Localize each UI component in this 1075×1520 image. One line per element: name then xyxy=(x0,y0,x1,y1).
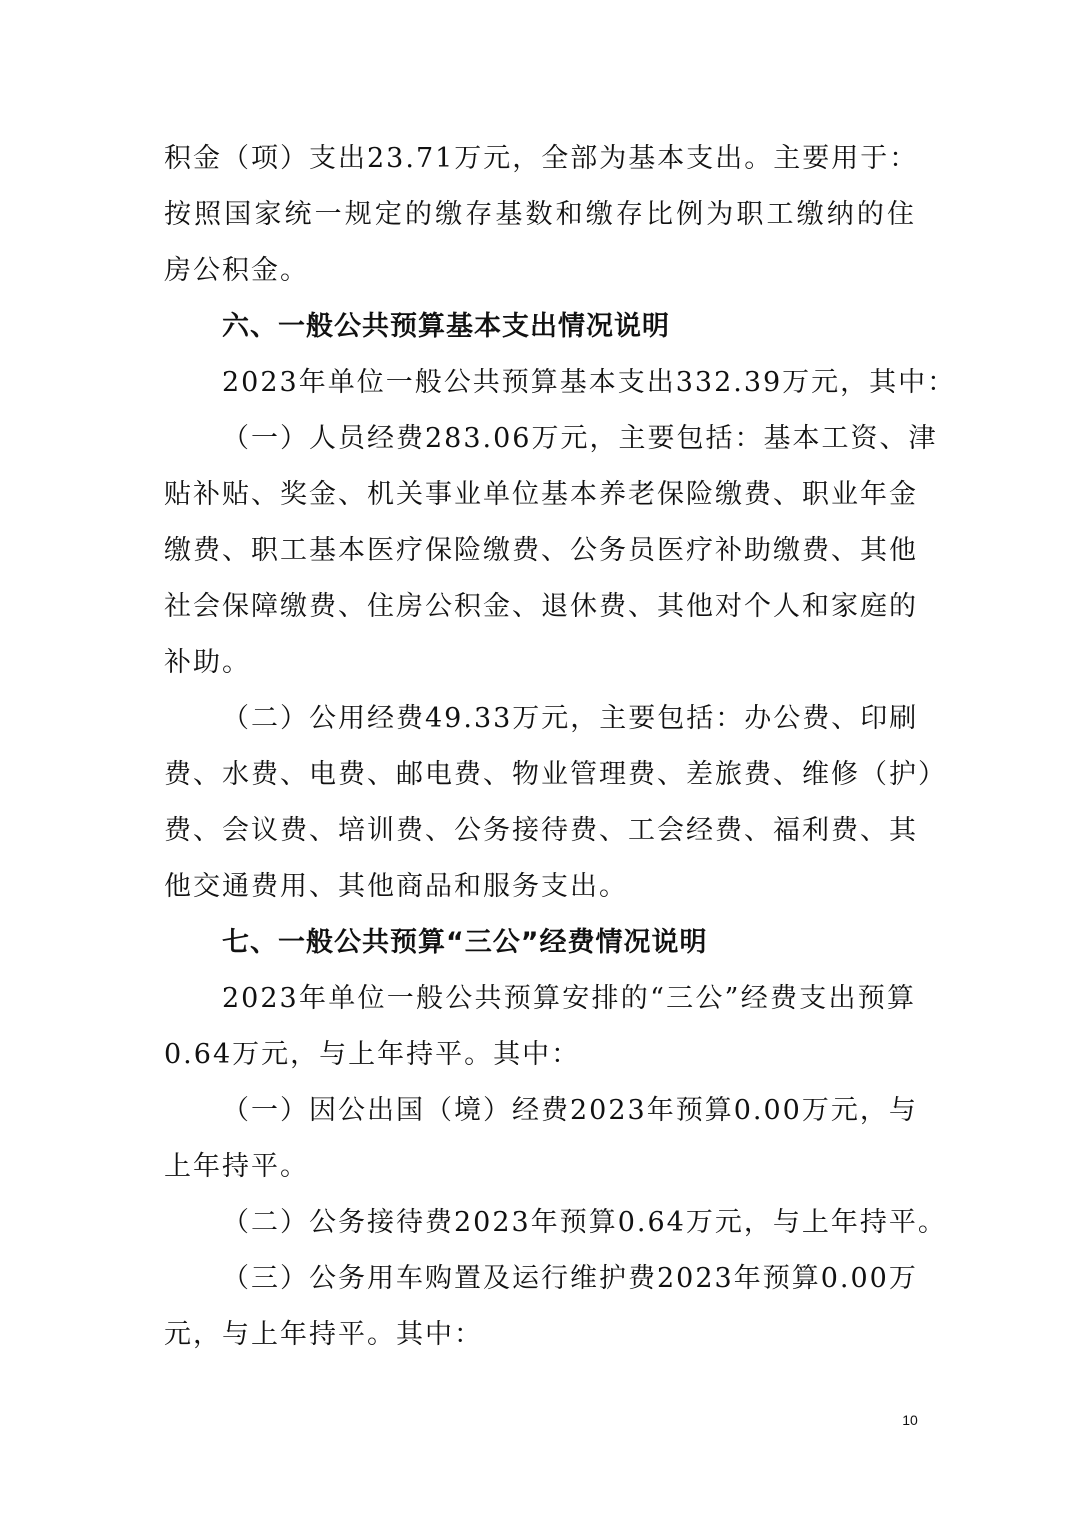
paragraph-line: 积金（项）支出23.71万元，全部为基本支出。主要用于： xyxy=(164,143,919,174)
paragraph-line: 房公积金。 xyxy=(164,255,309,286)
paragraph-line: 他交通费用、其他商品和服务支出。 xyxy=(164,871,628,902)
paragraph-line: 缴费、职工基本医疗保险缴费、公务员医疗补助缴费、其他 xyxy=(164,535,918,566)
paragraph-line: （二）公务接待费2023年预算0.64万元，与上年持平。 xyxy=(222,1207,947,1238)
paragraph-line: 2023年单位一般公共预算安排的“三公”经费支出预算 xyxy=(222,983,916,1014)
section-heading-7: 七、一般公共预算“三公”经费情况说明 xyxy=(222,927,708,958)
paragraph-line: 补助。 xyxy=(164,647,251,678)
section-heading-6: 六、一般公共预算基本支出情况说明 xyxy=(222,311,670,342)
paragraph-line: 2023年单位一般公共预算基本支出332.39万元，其中： xyxy=(222,367,957,398)
paragraph-line: （三）公务用车购置及运行维护费2023年预算0.00万 xyxy=(222,1263,918,1294)
paragraph-line: 费、会议费、培训费、公务接待费、工会经费、福利费、其 xyxy=(164,815,918,846)
paragraph-line: （一）因公出国（境）经费2023年预算0.00万元，与 xyxy=(222,1095,918,1126)
paragraph-line: 按照国家统一规定的缴存基数和缴存比例为职工缴纳的住 xyxy=(164,199,916,230)
paragraph-line: 上年持平。 xyxy=(164,1151,309,1182)
paragraph-line: 0.64万元，与上年持平。其中： xyxy=(164,1039,581,1070)
paragraph-line: 贴补贴、奖金、机关事业单位基本养老保险缴费、职业年金 xyxy=(164,479,918,510)
paragraph-line: 社会保障缴费、住房公积金、退休费、其他对个人和家庭的 xyxy=(164,591,918,622)
paragraph-line: （二）公用经费49.33万元，主要包括：办公费、印刷 xyxy=(222,703,919,734)
page-number: 10 xyxy=(902,1412,918,1428)
paragraph-line: 费、水费、电费、邮电费、物业管理费、差旅费、维修（护） xyxy=(164,759,947,790)
paragraph-line: 元，与上年持平。其中： xyxy=(164,1319,483,1350)
paragraph-line: （一）人员经费283.06万元，主要包括：基本工资、津 xyxy=(222,423,938,454)
